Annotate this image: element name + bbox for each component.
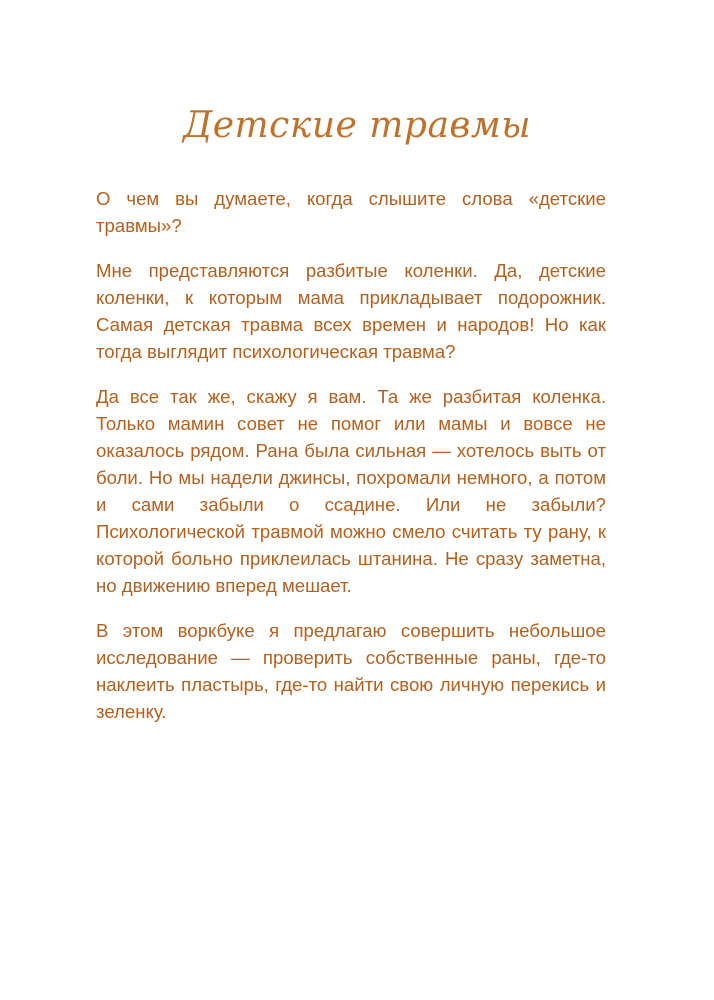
chapter-title: Детские травмы [182,105,532,146]
body-text [96,185,606,743]
paragraph-2: Мне представляются разбитые коленки. Да, детские коленки, к которым мама прикладывает подорожник. Самая детская травма всех времен и народов! Но как тогда выглядит психологическая травма? [96,260,606,362]
paragraph-1: О чем вы думаете, когда слышите слова «детские травмы»? [96,188,606,236]
paragraph-4: В этом воркбуке я предлагаю совершить небольшое исследование — проверить собственные раны, где-то наклеить пластырь, где-то найти свою личную перекись и зеленку. [96,620,606,722]
paragraph-3: Да все так же, скажу я вам. Та же разбитая коленка. Только мамин совет не помог или мамы и вовсе не оказалось рядом. Рана была сильная — хотелось выть от боли. Но мы надели джинсы, похромали немного, а потом и сами забыли о ссадине. Или не забыли? Психологической травмой можно смело считать ту рану, к которой больно приклеилась штанина. Не сразу заметна, но движению вперед мешает. [96,386,606,596]
